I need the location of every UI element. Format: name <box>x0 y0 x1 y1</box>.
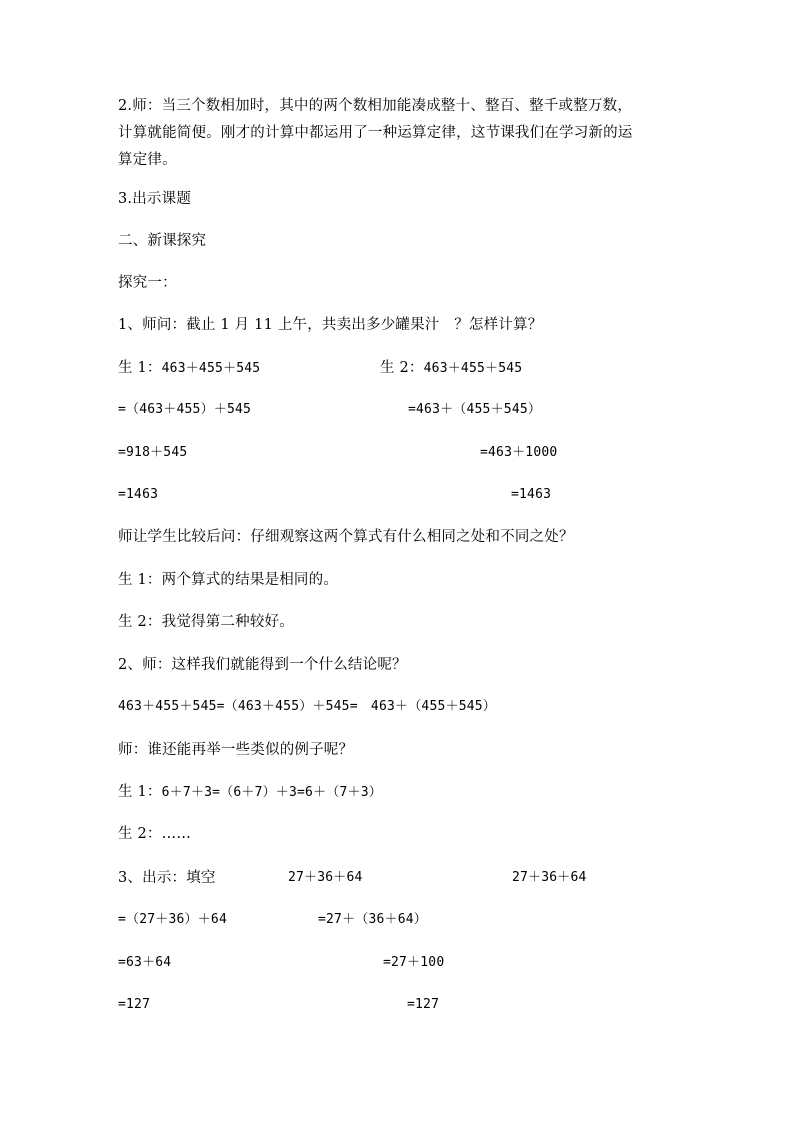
calc-b-row-1 <box>380 359 522 378</box>
intro-line-2: 计算就能简便。刚才的计算中都运用了一种运算定律，这节课我们在学习新的运 <box>118 125 633 141</box>
fill-expr-b: 27＋36＋64 <box>512 870 587 885</box>
fill-a-step-4: =127 <box>118 997 151 1012</box>
calc-b-expr-4: =1463 <box>511 487 552 502</box>
calc-b-expr-1: 463＋455＋545 <box>423 361 523 376</box>
associative-formula: 463＋455＋545=（463＋455）＋545= 463＋（455＋545） <box>118 699 496 714</box>
example-1 <box>118 783 382 802</box>
section2-title: 二、新课探究 <box>118 233 207 249</box>
calc-b-expr-3: =463＋1000 <box>480 445 558 460</box>
question-2: 2、师：这样我们就能得到一个什么结论呢？ <box>118 657 407 673</box>
example-1-expr: 6＋7＋3=（6＋7）＋3=6＋（7＋3） <box>161 785 382 800</box>
calc-a-row-1 <box>118 359 260 378</box>
calc-a-expr-4: =1463 <box>118 487 159 502</box>
step3-title: 3.出示课题 <box>118 191 192 207</box>
question-more: 师：谁还能再举一些类似的例子呢？ <box>118 742 354 758</box>
fill-b-step-4: =127 <box>407 997 440 1012</box>
explore1-title: 探究一： <box>118 275 177 291</box>
question-1: 1、师问：截止 1 月 11 上午，共卖出多少罐果汁 ？怎样计算？ <box>118 317 543 333</box>
answer-2: 生 2：我觉得第二种较好。 <box>118 614 294 630</box>
compare-question: 师让学生比较后问：仔细观察这两个算式有什么相同之处和不同之处？ <box>118 529 574 545</box>
calc-b-label: 生 2： <box>380 360 424 376</box>
example-1-label: 生 1： <box>118 784 162 800</box>
fill-title: 3、出示：填空 <box>118 870 216 886</box>
fill-a-step-3: =63＋64 <box>118 955 172 970</box>
intro-line-3: 算定律。 <box>118 152 177 168</box>
fill-a-step-2: =（27＋36）＋64 <box>118 912 227 927</box>
answer-1: 生 1：两个算式的结果是相同的。 <box>118 572 339 588</box>
calc-b-expr-2: =463＋（455＋545） <box>408 402 542 417</box>
intro-line-1: 2.师：当三个数相加时，其中的两个数相加能凑成整十、整百、整千或整万数， <box>118 98 633 114</box>
calc-a-expr-2: =（463＋455）＋545 <box>118 402 252 417</box>
fill-b-step-2: =27＋（36＋64） <box>318 912 427 927</box>
fill-b-step-3: =27＋100 <box>383 955 445 970</box>
calc-a-expr-1: 463＋455＋545 <box>161 361 261 376</box>
calc-a-label: 生 1： <box>118 360 162 376</box>
fill-expr-a: 27＋36＋64 <box>288 870 363 885</box>
example-2: 生 2：…… <box>118 826 192 842</box>
calc-a-expr-3: =918＋545 <box>118 445 188 460</box>
